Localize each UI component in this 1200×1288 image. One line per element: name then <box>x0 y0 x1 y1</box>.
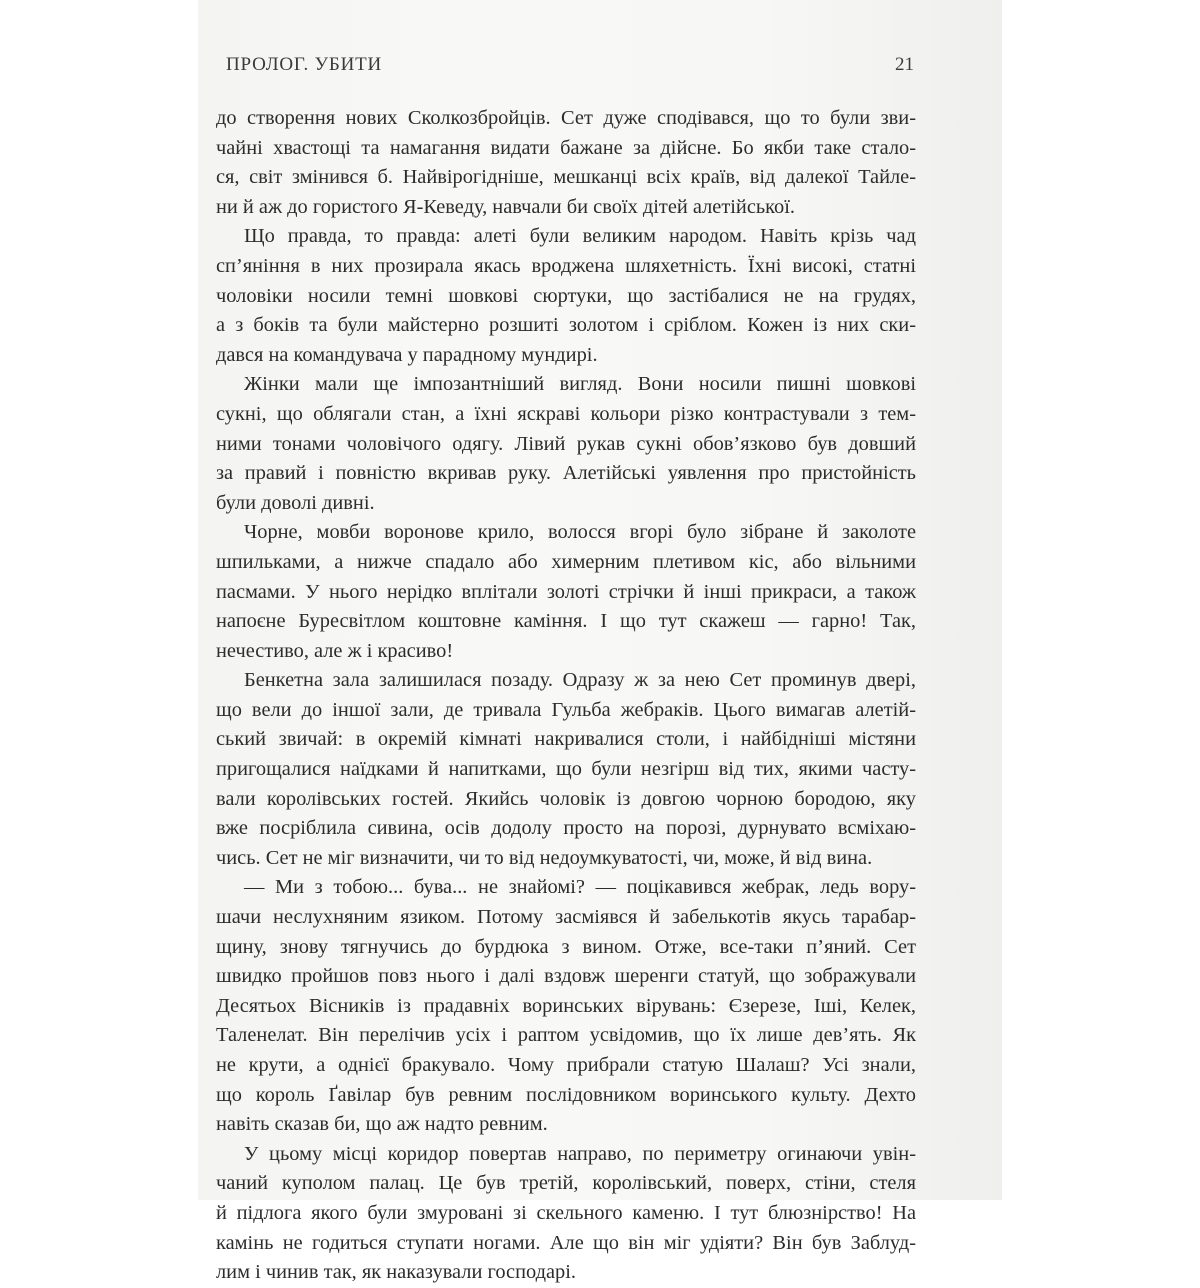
text-line: були доволі дивні. <box>216 491 375 514</box>
text-line: Десятьох Вісників із прадавніх воринських вірувань: Єзерезе, Іші, Келек, <box>216 994 916 1017</box>
text-line: лим і чинив так, як наказували господарі. <box>216 1261 576 1284</box>
text-line: що вели до іншої зали, де тривала Гульба жебраків. Цього вимагав алетій- <box>216 698 916 721</box>
text-line: шачи неслухняним язиком. Потому засміявся й забелькотів якусь тарабар- <box>216 906 916 929</box>
text-line: Бенкетна зала залишилася позаду. Одразу ж за нею Сет проминув двері, <box>244 669 916 692</box>
text-line: ними тонами чоловічого одягу. Лівий рукав сукні обов’язково був довший <box>216 432 916 455</box>
text-line: У цьому місці коридор повертав направо, по периметру огинаючи увін- <box>244 1142 916 1165</box>
text-line: й підлога якого були змуровані зі скельного каменю. І тут блюзнірство! На <box>216 1201 916 1224</box>
text-line: чаний куполом палац. Це був третій, королівський, поверх, стіни, стеля <box>216 1172 916 1195</box>
chapter-title: ПРОЛОГ. УБИТИ <box>226 54 383 75</box>
text-line: Жінки мали ще імпозантніший вигляд. Вони носили пишні шовкові <box>244 373 916 396</box>
text-line: Таленелат. Він перелічив усіх і раптом усвідомив, що їх лише дев’ять. Як <box>216 1024 916 1047</box>
text-line: вали королівських гостей. Якийсь чоловік із довгою чорною бородою, яку <box>216 787 916 810</box>
text-line: пасмами. У нього нерідко вплітали золоті стрічки й інші прикраси, а також <box>216 580 916 603</box>
page-number: 21 <box>895 54 914 75</box>
text-line: — Ми з тобою... бува... не знайомі? — поцікавився жебрак, ледь вору- <box>244 876 916 899</box>
paragraph <box>216 666 916 873</box>
paragraph <box>216 104 916 222</box>
paragraph <box>216 1140 916 1288</box>
text-line: а з боків та були майстерно розшиті золотом і сріблом. Кожен із них ски- <box>216 314 916 337</box>
paragraph <box>216 370 916 518</box>
text-line: дався на командувача у парадному мундирі. <box>216 343 598 366</box>
text-line: Що правда, то правда: алеті були великим народом. Навіть крізь чад <box>244 225 916 248</box>
text-line: нечестиво, але ж і красиво! <box>216 639 454 662</box>
body-text <box>216 104 916 1288</box>
text-line: пригощалися наїдками й напитками, що були незгірш від тих, якими часту- <box>216 758 916 781</box>
text-line: чоловіки носили темні шовкові сюртуки, що застібалися не на грудях, <box>216 284 916 307</box>
text-line: ни й аж до гористого Я-Кеведу, навчали би своїх дітей алетійської. <box>216 195 795 218</box>
text-line: що король Ґавілар був ревним послідовником воринського культу. Дехто <box>216 1083 916 1106</box>
book-page <box>198 0 1002 1284</box>
paragraph <box>216 222 916 370</box>
text-line: щину, знову тягнучись до бурдюка з вином. Отже, все-таки п’яний. Сет <box>216 935 916 958</box>
paragraph <box>216 873 916 1139</box>
text-line: навіть сказав би, що аж надто ревним. <box>216 1113 548 1136</box>
text-line: ський звичай: в окремій кімнаті накривалися столи, і найбідніші містяни <box>216 728 916 751</box>
paragraph <box>216 518 916 666</box>
text-line: напоєне Буресвітлом коштовне каміння. І що тут скажеш — гарно! Так, <box>216 610 916 633</box>
text-line: не крути, а однієї бракувало. Чому прибрали статую Шалаш? Усі знали, <box>216 1054 916 1076</box>
running-header <box>226 54 914 80</box>
text-line: за правий і повністю вкривав руку. Алетійські уявлення про пристойність <box>216 462 916 485</box>
text-line: чись. Сет не міг визначити, чи то від недоумкуватості, чи, може, й від вина. <box>216 846 873 869</box>
text-line: чайні хвастощі та намагання видати бажане за дійсне. Бо якби таке стало- <box>216 136 916 159</box>
text-line: сп’яніння в них прозирала якась вроджена шляхетність. Їхні високі, статні <box>216 254 916 277</box>
text-line: ся, світ змінився б. Найвірогідніше, мешканці всіх країв, від далекої Тайле- <box>216 166 916 189</box>
text-line: шпильками, а нижче спадало або химерним плетивом кіс, або вільними <box>216 550 916 573</box>
text-line: до створення нових Сколкозбройців. Сет дуже сподівався, що то були зви- <box>216 107 916 129</box>
text-line: Чорне, мовби воронове крило, волосся вгорі було зібране й заколоте <box>244 521 916 544</box>
text-line: сукні, що облягали стан, а їхні яскраві кольори різко контрастували з тем- <box>216 402 916 425</box>
text-line: камінь не годиться ступати ногами. Але що він міг удіяти? Він був Заблуд- <box>216 1231 916 1254</box>
text-line: вже посріблила сивина, осів додолу просто на порозі, дурнувато всміхаю- <box>216 817 916 840</box>
text-line: швидко пройшов повз нього і далі вздовж шеренги статуй, що зображували <box>216 965 916 988</box>
